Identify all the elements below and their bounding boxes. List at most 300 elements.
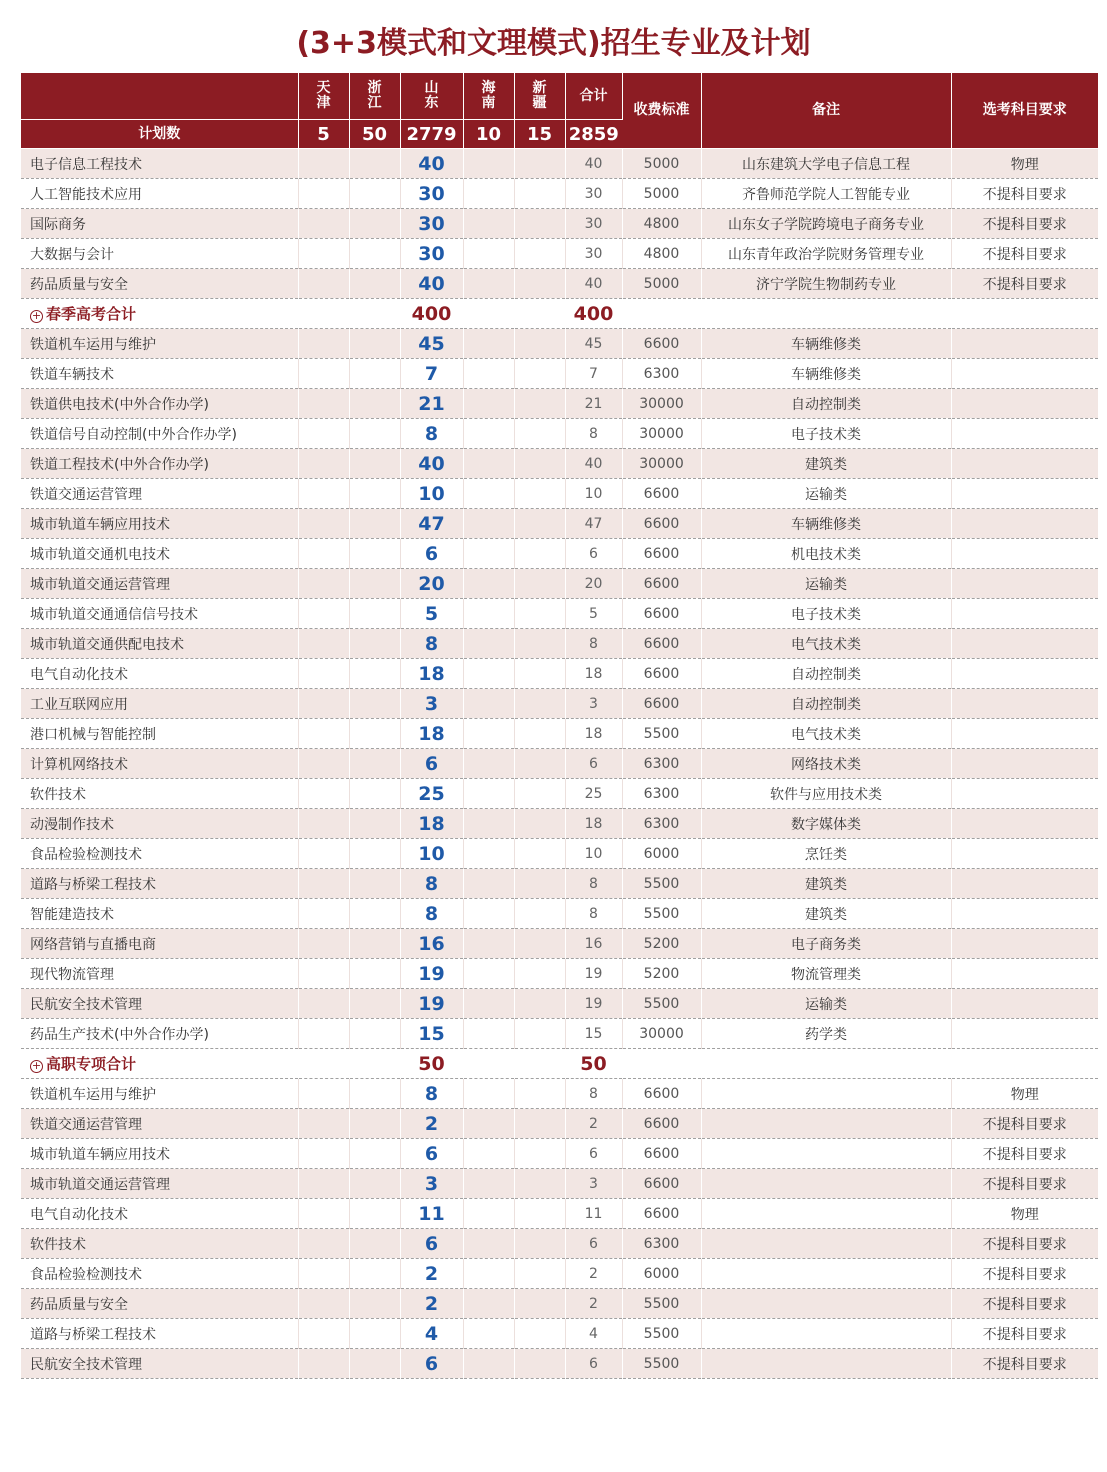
hainan-cell bbox=[463, 749, 514, 779]
requirement-cell bbox=[951, 839, 1098, 869]
requirement-cell: 不提科目要求 bbox=[951, 1259, 1098, 1289]
major-name: 智能建造技术 bbox=[21, 899, 298, 929]
zhejiang-cell bbox=[349, 749, 400, 779]
xinjiang-cell bbox=[514, 149, 565, 179]
major-name: 软件技术 bbox=[21, 779, 298, 809]
tianjin-cell bbox=[298, 839, 349, 869]
hainan-cell bbox=[463, 389, 514, 419]
fee-cell: 6600 bbox=[622, 659, 701, 689]
major-name: 软件技术 bbox=[21, 1229, 298, 1259]
table-row bbox=[21, 449, 1098, 479]
requirement-cell bbox=[951, 899, 1098, 929]
hainan-cell bbox=[463, 149, 514, 179]
fee-cell: 30000 bbox=[622, 419, 701, 449]
hainan-cell bbox=[463, 989, 514, 1019]
tianjin-cell bbox=[298, 899, 349, 929]
note-cell bbox=[701, 1199, 951, 1229]
tianjin-cell bbox=[298, 809, 349, 839]
header-plan-label: 计划数 bbox=[21, 120, 298, 149]
requirement-cell bbox=[951, 959, 1098, 989]
xinjiang-cell bbox=[514, 929, 565, 959]
table-row bbox=[21, 1199, 1098, 1229]
hainan-cell bbox=[463, 329, 514, 359]
shandong-cell: 8 bbox=[400, 629, 463, 659]
note-cell: 山东女子学院跨境电子商务专业 bbox=[701, 209, 951, 239]
shandong-cell: 15 bbox=[400, 1019, 463, 1049]
tianjin-cell bbox=[298, 449, 349, 479]
xinjiang-cell bbox=[514, 1109, 565, 1139]
requirement-cell bbox=[951, 359, 1098, 389]
table-row bbox=[21, 1169, 1098, 1199]
xinjiang-cell bbox=[514, 329, 565, 359]
table-row bbox=[21, 569, 1098, 599]
requirement-cell bbox=[951, 329, 1098, 359]
shandong-cell: 19 bbox=[400, 989, 463, 1019]
xinjiang-cell bbox=[514, 269, 565, 299]
zhejiang-cell bbox=[349, 1349, 400, 1379]
hainan-cell bbox=[463, 1229, 514, 1259]
xinjiang-cell bbox=[514, 1169, 565, 1199]
shandong-cell: 25 bbox=[400, 779, 463, 809]
hainan-cell bbox=[463, 929, 514, 959]
major-name: 城市轨道交通运营管理 bbox=[21, 1169, 298, 1199]
hainan-cell bbox=[463, 509, 514, 539]
xinjiang-cell bbox=[514, 1289, 565, 1319]
hainan-cell bbox=[463, 1169, 514, 1199]
tianjin-cell bbox=[298, 149, 349, 179]
zhejiang-cell bbox=[349, 359, 400, 389]
shandong-cell: 11 bbox=[400, 1199, 463, 1229]
tianjin-cell bbox=[298, 299, 349, 329]
note-cell: 运输类 bbox=[701, 989, 951, 1019]
fee-cell: 5500 bbox=[622, 1349, 701, 1379]
note-cell bbox=[701, 299, 951, 329]
note-cell: 车辆维修类 bbox=[701, 359, 951, 389]
tianjin-cell bbox=[298, 989, 349, 1019]
requirement-cell bbox=[951, 659, 1098, 689]
note-cell: 烹饪类 bbox=[701, 839, 951, 869]
fee-cell: 6300 bbox=[622, 1229, 701, 1259]
zhejiang-cell bbox=[349, 1319, 400, 1349]
shandong-cell: 40 bbox=[400, 449, 463, 479]
shandong-cell: 20 bbox=[400, 569, 463, 599]
subtotal-row bbox=[21, 1049, 1098, 1079]
count-zhejiang: 50 bbox=[349, 120, 400, 149]
note-cell bbox=[701, 1139, 951, 1169]
fee-cell: 5500 bbox=[622, 1319, 701, 1349]
major-name: 铁道交通运营管理 bbox=[21, 1109, 298, 1139]
tianjin-cell bbox=[298, 1199, 349, 1229]
fee-cell: 6600 bbox=[622, 1139, 701, 1169]
requirement-cell bbox=[951, 299, 1098, 329]
fee-cell: 6600 bbox=[622, 539, 701, 569]
hainan-cell bbox=[463, 689, 514, 719]
requirement-cell bbox=[951, 869, 1098, 899]
table-row bbox=[21, 659, 1098, 689]
total-cell: 3 bbox=[565, 689, 622, 719]
major-name: 电气自动化技术 bbox=[21, 1199, 298, 1229]
tianjin-cell bbox=[298, 599, 349, 629]
xinjiang-cell bbox=[514, 1259, 565, 1289]
shandong-cell: 10 bbox=[400, 479, 463, 509]
major-name: 铁道工程技术(中外合作办学) bbox=[21, 449, 298, 479]
total-cell: 8 bbox=[565, 869, 622, 899]
fee-cell: 6600 bbox=[622, 1079, 701, 1109]
note-cell: 自动控制类 bbox=[701, 689, 951, 719]
total-cell: 18 bbox=[565, 719, 622, 749]
hainan-cell bbox=[463, 599, 514, 629]
table-row bbox=[21, 629, 1098, 659]
major-name: 铁道机车运用与维护 bbox=[21, 1079, 298, 1109]
shandong-cell: 50 bbox=[400, 1049, 463, 1079]
fee-cell: 5500 bbox=[622, 1289, 701, 1319]
xinjiang-cell bbox=[514, 509, 565, 539]
note-cell: 电子商务类 bbox=[701, 929, 951, 959]
tianjin-cell bbox=[298, 959, 349, 989]
note-cell: 齐鲁师范学院人工智能专业 bbox=[701, 179, 951, 209]
zhejiang-cell bbox=[349, 929, 400, 959]
major-name: 食品检验检测技术 bbox=[21, 839, 298, 869]
total-cell: 2 bbox=[565, 1259, 622, 1289]
note-cell bbox=[701, 1319, 951, 1349]
count-tianjin: 5 bbox=[298, 120, 349, 149]
table-row bbox=[21, 869, 1098, 899]
table-row bbox=[21, 1109, 1098, 1139]
major-name: 现代物流管理 bbox=[21, 959, 298, 989]
table-row bbox=[21, 1259, 1098, 1289]
zhejiang-cell bbox=[349, 1079, 400, 1109]
requirement-cell bbox=[951, 1019, 1098, 1049]
total-cell: 6 bbox=[565, 539, 622, 569]
xinjiang-cell bbox=[514, 389, 565, 419]
fee-cell: 6600 bbox=[622, 509, 701, 539]
tianjin-cell bbox=[298, 659, 349, 689]
note-cell: 运输类 bbox=[701, 569, 951, 599]
hainan-cell bbox=[463, 629, 514, 659]
table-row bbox=[21, 1139, 1098, 1169]
xinjiang-cell bbox=[514, 1229, 565, 1259]
table-row bbox=[21, 1289, 1098, 1319]
xinjiang-cell bbox=[514, 1139, 565, 1169]
requirement-cell bbox=[951, 539, 1098, 569]
hainan-cell bbox=[463, 359, 514, 389]
total-cell: 40 bbox=[565, 149, 622, 179]
major-name: 道路与桥梁工程技术 bbox=[21, 1319, 298, 1349]
tianjin-cell bbox=[298, 1229, 349, 1259]
hainan-cell bbox=[463, 539, 514, 569]
note-cell: 车辆维修类 bbox=[701, 509, 951, 539]
table-row bbox=[21, 929, 1098, 959]
note-cell: 运输类 bbox=[701, 479, 951, 509]
major-name: 工业互联网应用 bbox=[21, 689, 298, 719]
total-cell: 30 bbox=[565, 239, 622, 269]
requirement-cell bbox=[951, 509, 1098, 539]
total-cell: 15 bbox=[565, 1019, 622, 1049]
zhejiang-cell bbox=[349, 659, 400, 689]
circle-plus-icon: + bbox=[31, 1059, 42, 1072]
fee-cell: 6600 bbox=[622, 629, 701, 659]
zhejiang-cell bbox=[349, 989, 400, 1019]
total-cell: 30 bbox=[565, 209, 622, 239]
shandong-cell: 8 bbox=[400, 1079, 463, 1109]
enrollment-plan-table bbox=[21, 73, 1098, 1379]
hainan-cell bbox=[463, 209, 514, 239]
zhejiang-cell bbox=[349, 959, 400, 989]
table-row bbox=[21, 689, 1098, 719]
fee-cell: 5200 bbox=[622, 959, 701, 989]
tianjin-cell bbox=[298, 1169, 349, 1199]
header-note: 备注 bbox=[701, 73, 951, 149]
major-name: 城市轨道交通机电技术 bbox=[21, 539, 298, 569]
shandong-cell: 3 bbox=[400, 1169, 463, 1199]
table-row bbox=[21, 809, 1098, 839]
note-cell: 物流管理类 bbox=[701, 959, 951, 989]
tianjin-cell bbox=[298, 179, 349, 209]
tianjin-cell bbox=[298, 389, 349, 419]
fee-cell: 6300 bbox=[622, 749, 701, 779]
shandong-cell: 16 bbox=[400, 929, 463, 959]
total-cell: 30 bbox=[565, 179, 622, 209]
fee-cell: 6300 bbox=[622, 809, 701, 839]
fee-cell: 5500 bbox=[622, 869, 701, 899]
zhejiang-cell bbox=[349, 1289, 400, 1319]
tianjin-cell bbox=[298, 329, 349, 359]
hainan-cell bbox=[463, 569, 514, 599]
fee-cell bbox=[622, 1049, 701, 1079]
table-row bbox=[21, 1229, 1098, 1259]
shandong-cell: 8 bbox=[400, 869, 463, 899]
requirement-cell bbox=[951, 569, 1098, 599]
note-cell bbox=[701, 1349, 951, 1379]
zhejiang-cell bbox=[349, 539, 400, 569]
shandong-cell: 3 bbox=[400, 689, 463, 719]
xinjiang-cell bbox=[514, 839, 565, 869]
table-row bbox=[21, 239, 1098, 269]
total-cell: 25 bbox=[565, 779, 622, 809]
table-row bbox=[21, 209, 1098, 239]
table-row bbox=[21, 899, 1098, 929]
table-row bbox=[21, 1079, 1098, 1109]
total-cell: 40 bbox=[565, 269, 622, 299]
zhejiang-cell bbox=[349, 839, 400, 869]
table-row bbox=[21, 179, 1098, 209]
hainan-cell bbox=[463, 959, 514, 989]
zhejiang-cell bbox=[349, 209, 400, 239]
major-name: 国际商务 bbox=[21, 209, 298, 239]
shandong-cell: 2 bbox=[400, 1289, 463, 1319]
requirement-cell bbox=[951, 809, 1098, 839]
fee-cell: 6000 bbox=[622, 839, 701, 869]
note-cell: 机电技术类 bbox=[701, 539, 951, 569]
table-row bbox=[21, 959, 1098, 989]
note-cell bbox=[701, 1079, 951, 1109]
note-cell: 自动控制类 bbox=[701, 389, 951, 419]
major-name: 动漫制作技术 bbox=[21, 809, 298, 839]
total-cell: 6 bbox=[565, 1139, 622, 1169]
note-cell bbox=[701, 1169, 951, 1199]
zhejiang-cell bbox=[349, 1259, 400, 1289]
zhejiang-cell bbox=[349, 569, 400, 599]
count-hainan: 10 bbox=[463, 120, 514, 149]
xinjiang-cell bbox=[514, 569, 565, 599]
fee-cell bbox=[622, 299, 701, 329]
total-cell: 8 bbox=[565, 899, 622, 929]
shandong-cell: 2 bbox=[400, 1259, 463, 1289]
xinjiang-cell bbox=[514, 1049, 565, 1079]
shandong-cell: 5 bbox=[400, 599, 463, 629]
note-cell: 网络技术类 bbox=[701, 749, 951, 779]
fee-cell: 4800 bbox=[622, 239, 701, 269]
tianjin-cell bbox=[298, 1049, 349, 1079]
subtotal-row bbox=[21, 299, 1098, 329]
xinjiang-cell bbox=[514, 479, 565, 509]
fee-cell: 6600 bbox=[622, 1109, 701, 1139]
table-row bbox=[21, 359, 1098, 389]
xinjiang-cell bbox=[514, 239, 565, 269]
note-cell: 电子技术类 bbox=[701, 599, 951, 629]
tianjin-cell bbox=[298, 239, 349, 269]
tianjin-cell bbox=[298, 1349, 349, 1379]
tianjin-cell bbox=[298, 359, 349, 389]
shandong-cell: 30 bbox=[400, 179, 463, 209]
xinjiang-cell bbox=[514, 359, 565, 389]
hainan-cell bbox=[463, 1139, 514, 1169]
note-cell: 济宁学院生物制药专业 bbox=[701, 269, 951, 299]
hainan-cell bbox=[463, 779, 514, 809]
header-hainan: 海南 bbox=[463, 73, 514, 120]
xinjiang-cell bbox=[514, 539, 565, 569]
tianjin-cell bbox=[298, 629, 349, 659]
tianjin-cell bbox=[298, 539, 349, 569]
zhejiang-cell bbox=[349, 269, 400, 299]
tianjin-cell bbox=[298, 1019, 349, 1049]
tianjin-cell bbox=[298, 719, 349, 749]
fee-cell: 30000 bbox=[622, 449, 701, 479]
fee-cell: 5500 bbox=[622, 719, 701, 749]
hainan-cell bbox=[463, 899, 514, 929]
major-name bbox=[21, 299, 298, 329]
total-cell: 8 bbox=[565, 1079, 622, 1109]
requirement-cell bbox=[951, 1049, 1098, 1079]
xinjiang-cell bbox=[514, 1019, 565, 1049]
table-row bbox=[21, 149, 1098, 179]
major-name: 药品质量与安全 bbox=[21, 269, 298, 299]
zhejiang-cell bbox=[349, 719, 400, 749]
note-cell bbox=[701, 1289, 951, 1319]
xinjiang-cell bbox=[514, 1079, 565, 1109]
header-requirement: 选考科目要求 bbox=[951, 73, 1098, 149]
shandong-cell: 18 bbox=[400, 809, 463, 839]
zhejiang-cell bbox=[349, 1169, 400, 1199]
major-name: 电子信息工程技术 bbox=[21, 149, 298, 179]
tianjin-cell bbox=[298, 569, 349, 599]
note-cell: 建筑类 bbox=[701, 899, 951, 929]
total-cell: 400 bbox=[565, 299, 622, 329]
major-name: 人工智能技术应用 bbox=[21, 179, 298, 209]
requirement-cell bbox=[951, 599, 1098, 629]
tianjin-cell bbox=[298, 269, 349, 299]
note-cell bbox=[701, 1109, 951, 1139]
major-name bbox=[21, 1049, 298, 1079]
hainan-cell bbox=[463, 269, 514, 299]
xinjiang-cell bbox=[514, 1319, 565, 1349]
zhejiang-cell bbox=[349, 779, 400, 809]
zhejiang-cell bbox=[349, 1049, 400, 1079]
major-name: 城市轨道交通供配电技术 bbox=[21, 629, 298, 659]
subtotal-label: 春季高考合计 bbox=[46, 305, 137, 323]
zhejiang-cell bbox=[349, 509, 400, 539]
shandong-cell: 18 bbox=[400, 719, 463, 749]
subtotal-label: 高职专项合计 bbox=[46, 1055, 137, 1073]
requirement-cell bbox=[951, 479, 1098, 509]
table-row bbox=[21, 269, 1098, 299]
hainan-cell bbox=[463, 1289, 514, 1319]
zhejiang-cell bbox=[349, 149, 400, 179]
shandong-cell: 7 bbox=[400, 359, 463, 389]
requirement-cell: 不提科目要求 bbox=[951, 1229, 1098, 1259]
table-row bbox=[21, 839, 1098, 869]
shandong-cell: 45 bbox=[400, 329, 463, 359]
hainan-cell bbox=[463, 299, 514, 329]
xinjiang-cell bbox=[514, 1199, 565, 1229]
hainan-cell bbox=[463, 839, 514, 869]
header-shandong: 山东 bbox=[400, 73, 463, 120]
tianjin-cell bbox=[298, 869, 349, 899]
table-row bbox=[21, 1349, 1098, 1379]
note-cell: 药学类 bbox=[701, 1019, 951, 1049]
total-cell: 20 bbox=[565, 569, 622, 599]
total-cell: 6 bbox=[565, 1229, 622, 1259]
major-name: 电气自动化技术 bbox=[21, 659, 298, 689]
xinjiang-cell bbox=[514, 629, 565, 659]
fee-cell: 6600 bbox=[622, 599, 701, 629]
note-cell: 建筑类 bbox=[701, 869, 951, 899]
total-cell: 6 bbox=[565, 749, 622, 779]
requirement-cell bbox=[951, 779, 1098, 809]
shandong-cell: 6 bbox=[400, 1349, 463, 1379]
requirement-cell: 物理 bbox=[951, 1079, 1098, 1109]
requirement-cell: 物理 bbox=[951, 149, 1098, 179]
shandong-cell: 4 bbox=[400, 1319, 463, 1349]
table-row bbox=[21, 329, 1098, 359]
major-name: 药品质量与安全 bbox=[21, 1289, 298, 1319]
major-name: 药品生产技术(中外合作办学) bbox=[21, 1019, 298, 1049]
requirement-cell bbox=[951, 719, 1098, 749]
count-shandong: 2779 bbox=[400, 120, 463, 149]
major-name: 铁道机车运用与维护 bbox=[21, 329, 298, 359]
fee-cell: 6600 bbox=[622, 569, 701, 599]
total-cell: 50 bbox=[565, 1049, 622, 1079]
hainan-cell bbox=[463, 1049, 514, 1079]
major-name: 城市轨道车辆应用技术 bbox=[21, 1139, 298, 1169]
requirement-cell bbox=[951, 449, 1098, 479]
requirement-cell bbox=[951, 419, 1098, 449]
major-name: 民航安全技术管理 bbox=[21, 1349, 298, 1379]
requirement-cell: 不提科目要求 bbox=[951, 1109, 1098, 1139]
note-cell: 电气技术类 bbox=[701, 629, 951, 659]
table-body bbox=[21, 149, 1098, 1379]
zhejiang-cell bbox=[349, 1139, 400, 1169]
hainan-cell bbox=[463, 1109, 514, 1139]
shandong-cell: 6 bbox=[400, 749, 463, 779]
note-cell: 软件与应用技术类 bbox=[701, 779, 951, 809]
table-row bbox=[21, 599, 1098, 629]
fee-cell: 6000 bbox=[622, 1259, 701, 1289]
xinjiang-cell bbox=[514, 749, 565, 779]
total-cell: 2 bbox=[565, 1109, 622, 1139]
table-row bbox=[21, 539, 1098, 569]
fee-cell: 6600 bbox=[622, 479, 701, 509]
